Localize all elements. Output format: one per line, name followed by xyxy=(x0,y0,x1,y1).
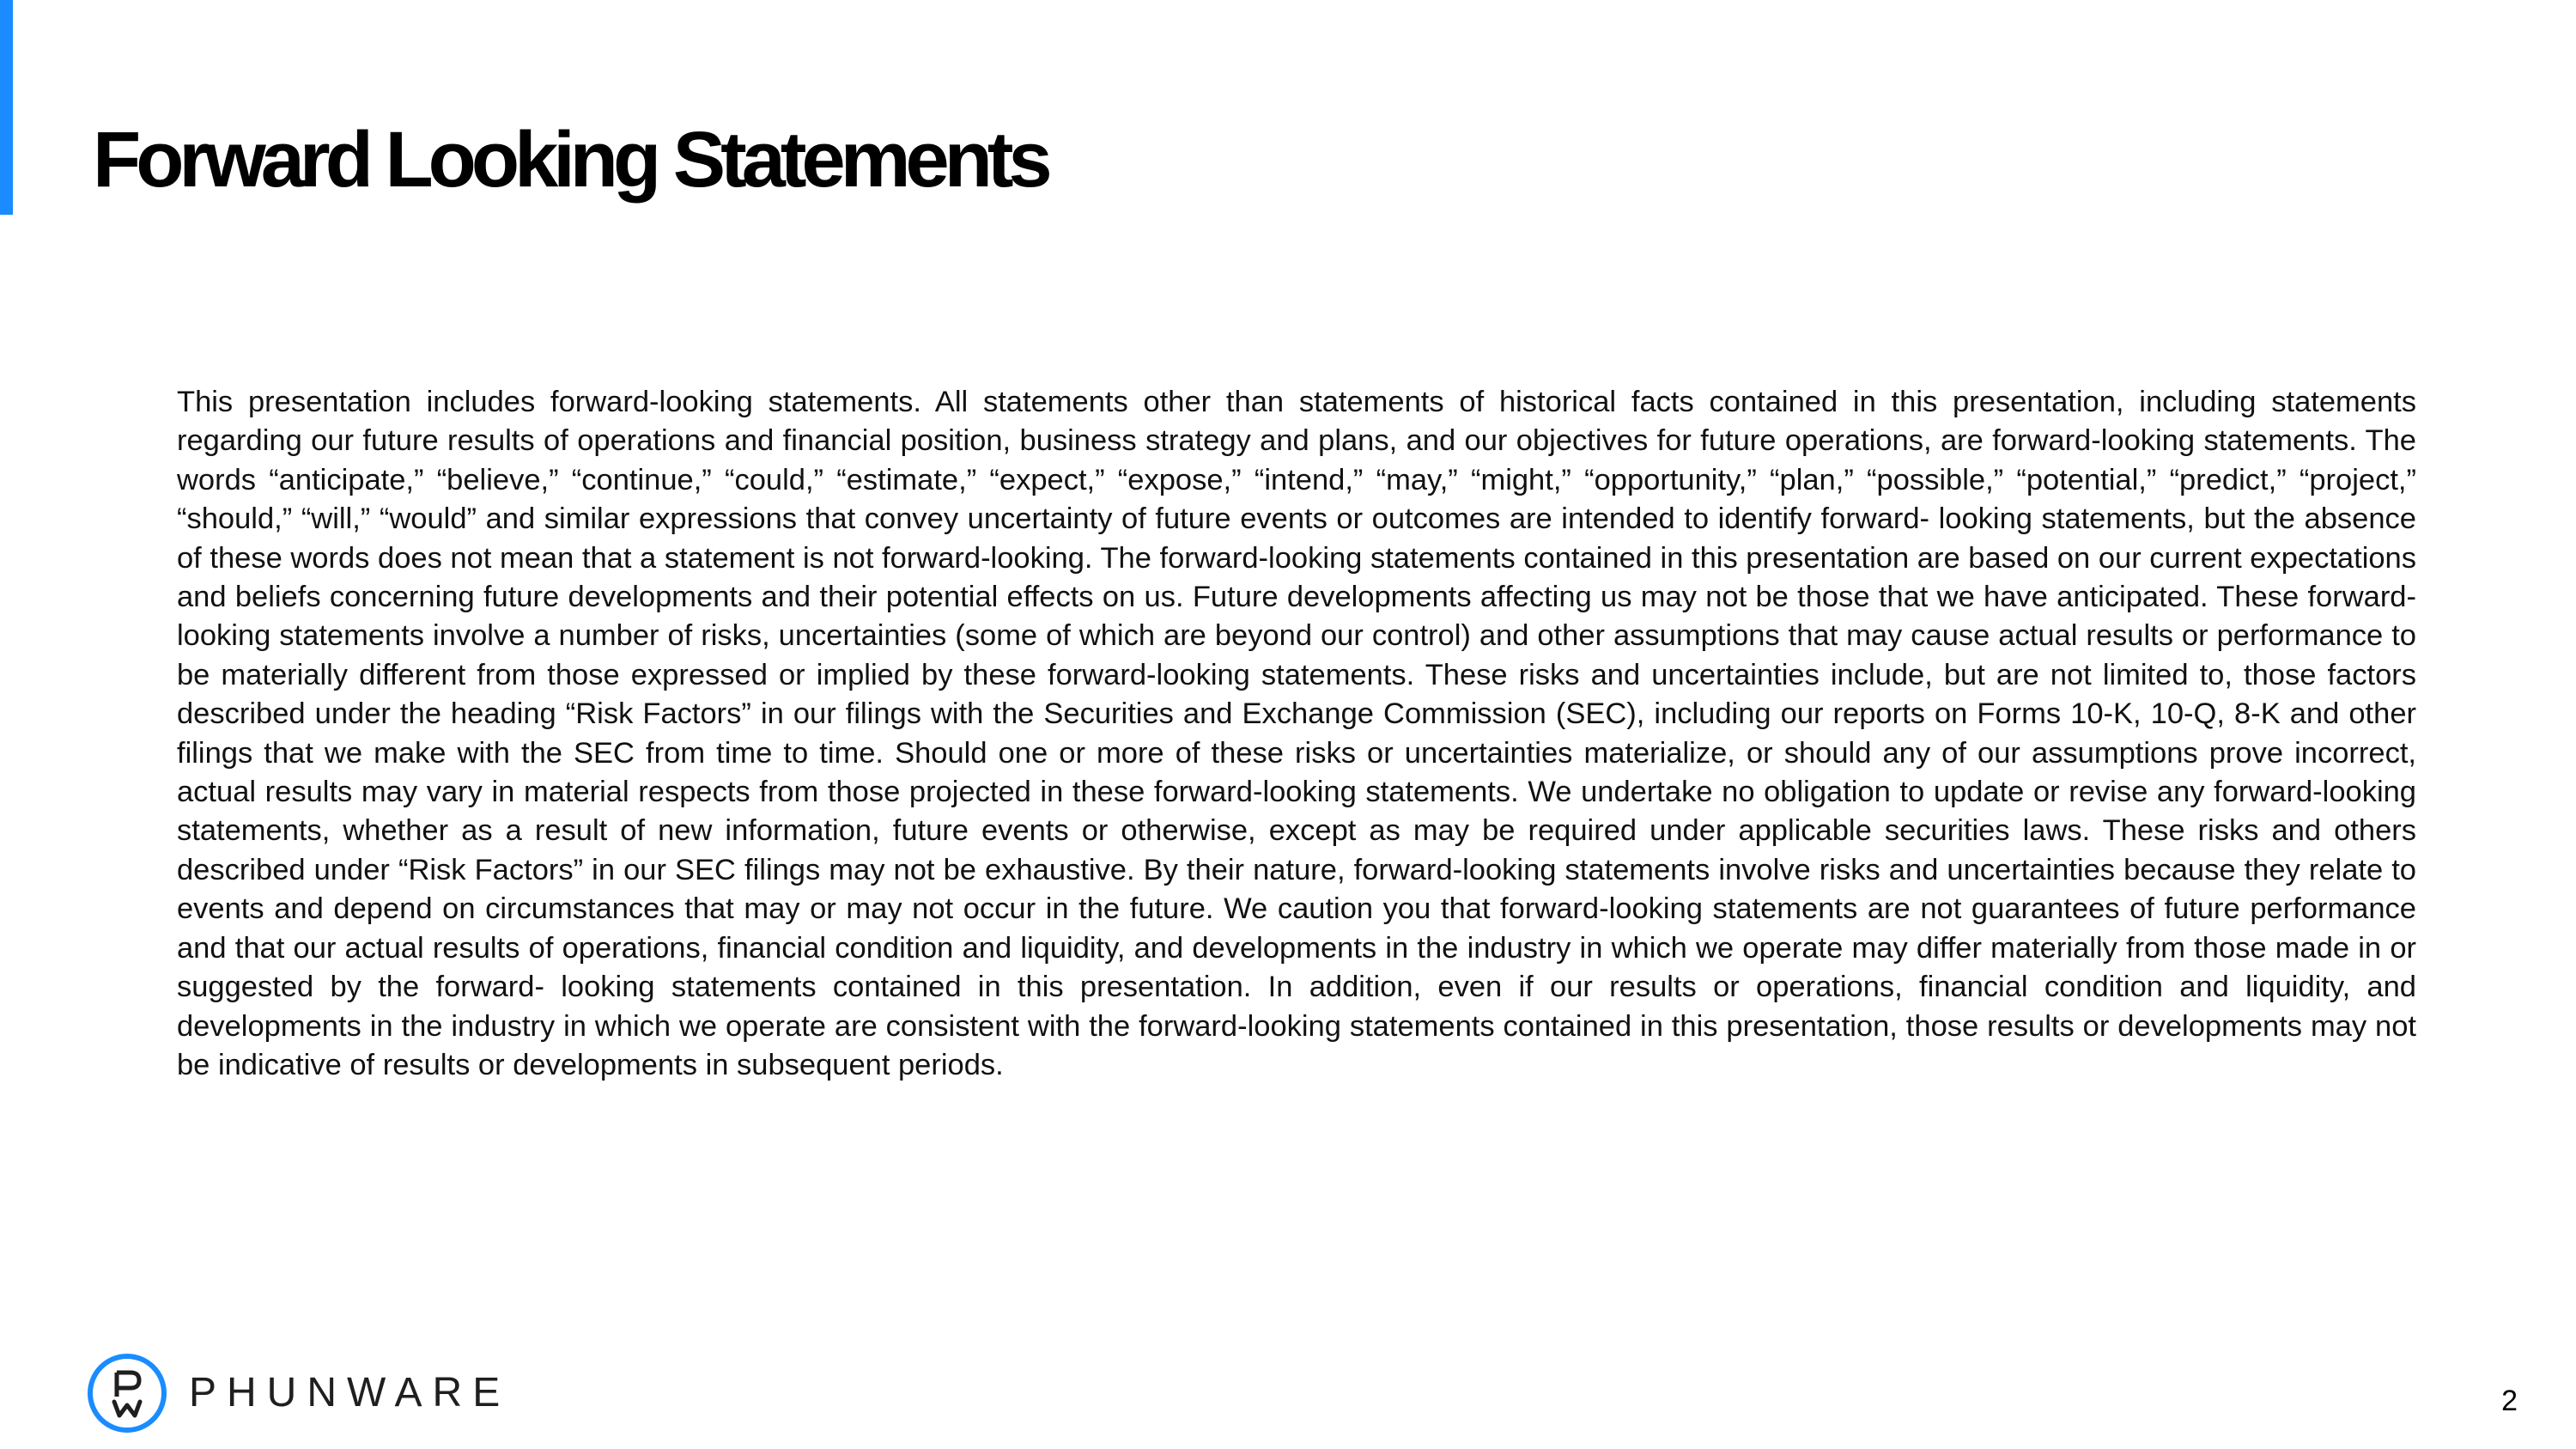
slide-title: Forward Looking Statements xyxy=(93,116,1048,204)
company-logo xyxy=(86,1352,510,1434)
logo-wordmark: PHUNWARE xyxy=(189,1370,511,1416)
title-accent-bar xyxy=(0,0,13,215)
phunware-logo-icon xyxy=(86,1352,168,1434)
disclaimer-body: This presentation includes forward-looking statements. All statements other than statements of historical facts contained in this presentation, including statements regarding our future results of operations and financial position, business strategy and plans, and our objectives for future operations, are forward-looking statements. The words “anticipate,” “believe,” “continue,” “could,” “estimate,” “expect,” “expose,” “intend,” “may,” “might,” “opportunity,” “plan,” “possible,” “potential,” “predict,” “project,” “should,” “will,” “would” and similar expressions that convey uncertainty of future events or outcomes are intended to identify forward- looking statements, but the absence of these words does not mean that a statement is not forward-looking. The forward-looking statements contained in this presentation are based on our current expectations and beliefs concerning future developments and their potential effects on us. Future developments affecting us may not be those that we have anticipated. These forward-looking statements involve a number of risks, uncertainties (some of which are beyond our control) and other assumptions that may cause actual results or performance to be materially different from those expressed or implied by these forward-looking statements. These risks and uncertainties include, but are not limited to, those factors described under the heading “Risk Factors” in our filings with the Securities and Exchange Commission (SEC), including our reports on Forms 10-K, 10-Q, 8-K and other filings that we make with the SEC from time to time. Should one or more of these risks or uncertainties materialize, or should any of our assumptions prove incorrect, actual results may vary in material respects from those projected in these forward-looking statements. We undertake no obligation to update or revise any forward-looking statements, whether as a result of new information, future events or otherwise, except as may be required under applicable securities laws. These risks and others described under “Risk Factors” in our SEC filings may not be exhaustive. By their nature, forward-looking statements involve risks and uncertainties because they relate to events and depend on circumstances that may or may not occur in the future. We caution you that forward-looking statements are not guarantees of future performance and that our actual results of operations, financial condition and liquidity, and developments in the industry in which we operate may differ materially from those made in or suggested by the forward- looking statements contained in this presentation. In addition, even if our results or operations, financial condition and liquidity, and developments in the industry in which we operate are consistent with the forward-looking statements contained in this presentation, those results or developments may not be indicative of results or developments in subsequent periods. xyxy=(177,386,2416,1081)
page-number: 2 xyxy=(2501,1385,2518,1417)
